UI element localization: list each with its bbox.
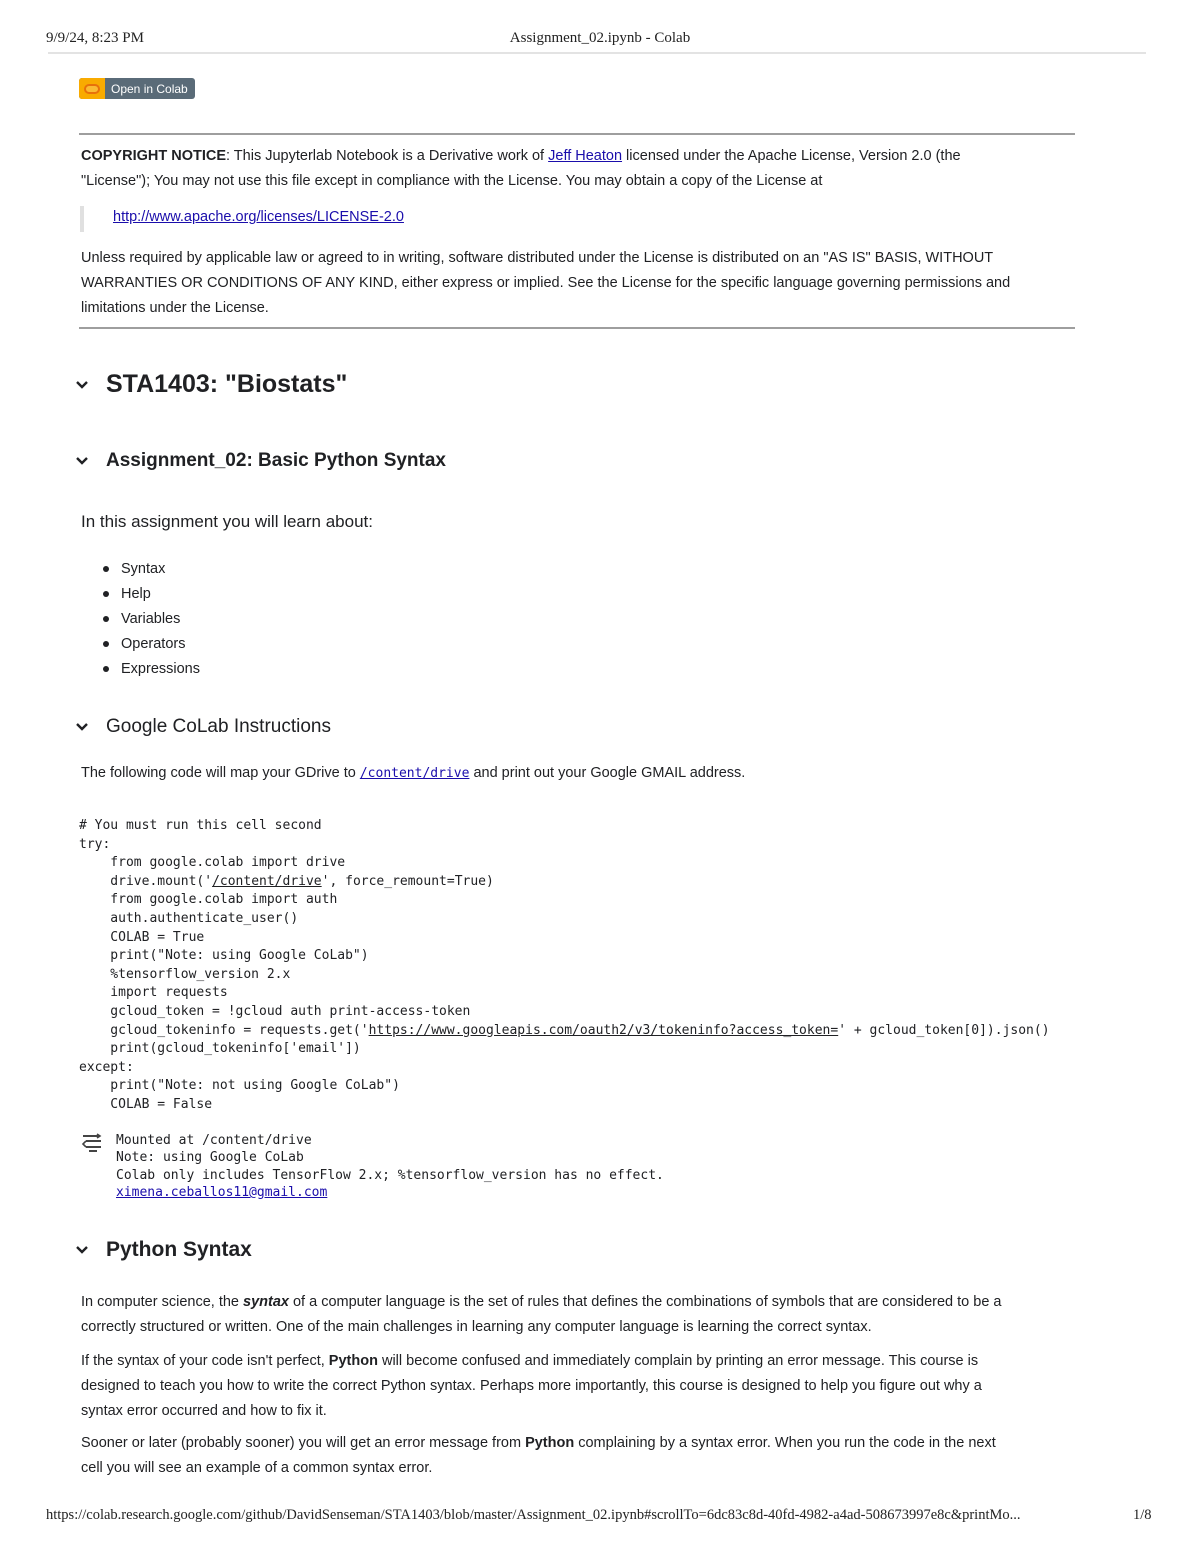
- copyright-top-divider: [79, 133, 1075, 135]
- intro-text: In this assignment you will learn about:: [81, 512, 373, 531]
- syntax-paragraph-2: If the syntax of your code isn't perfect, Python will become confused and immediately complain by printing an error message. This course is designed to teach you how to write the correct Python syntax. Perhaps more importantly, this course is designed to help you figure out why a syntax error occurred and how to fix it.: [81, 1353, 982, 1419]
- python-syntax-title: Python Syntax: [106, 1238, 252, 1261]
- list-item: Help: [100, 582, 200, 607]
- bullet-icon: [103, 591, 109, 597]
- bullet-icon: [103, 616, 109, 622]
- list-item: Syntax: [100, 557, 200, 582]
- open-in-colab-label: Open in Colab: [111, 81, 188, 96]
- bullet-icon: [103, 641, 109, 647]
- course-heading[interactable]: [76, 370, 347, 399]
- header-divider: [48, 52, 1146, 54]
- apache-license-link[interactable]: http://www.apache.org/licenses/LICENSE-2.0: [113, 209, 404, 225]
- chevron-down-icon[interactable]: [76, 379, 88, 391]
- list-item: Operators: [100, 631, 200, 656]
- code-cell[interactable]: # You must run this cell second try: from google.colab import drive drive.mount('/content/drive', force_remount=True) from google.colab import auth auth.authenticate_user() COLAB = True print("Note: using Google CoLab") %tensorflow_version 2.x import requests gcloud_token = !gcloud auth print-access-token gcloud_tokeninfo = requests.get('https://www.googleapis.com/oauth2/v3/tokeninfo?access_token=' + gcloud_token[0]).json() print(gcloud_tokeninfo['email']) except: print("Note: not using Google CoLab") COLAB = False: [79, 818, 1050, 1112]
- chevron-down-icon[interactable]: [76, 455, 88, 467]
- copyright-paragraph: COPYRIGHT NOTICE: This Jupyterlab Notebook is a Derivative work of Jeff Heaton licensed under the Apache License, Version 2.0 (the "License"); You may not use this file except in compliance with the License. You may obtain a copy of the License at: [81, 148, 961, 189]
- email-link[interactable]: ximena.ceballos11@gmail.com: [116, 1184, 328, 1200]
- output-toggle-icon[interactable]: [81, 1133, 105, 1153]
- colab-instructions-text: The following code will map your GDrive to /content/drive and print out your Google GMAIL address.: [81, 765, 746, 781]
- page-number: 1/8: [1133, 1507, 1152, 1523]
- drive-path-code: /content/drive: [359, 766, 470, 781]
- colab-instructions-title: Google CoLab Instructions: [106, 716, 331, 737]
- syntax-paragraph-1: In computer science, the syntax of a computer language is the set of rules that defines the combinations of symbols that are considered to be a correctly structured or written. One of the main challenges in learning any computer language is learning the correct syntax.: [81, 1294, 1002, 1335]
- license-disclaimer: Unless required by applicable law or agreed to in writing, software distributed under the License is distributed on an "AS IS" BASIS, WITHOUT WARRANTIES OR CONDITIONS OF ANY KIND, either express or implied. See the License for the specific language governing permissions and limitations under the License.: [81, 250, 1011, 316]
- bullet-icon: [103, 666, 109, 672]
- list-item: Variables: [100, 607, 200, 632]
- syntax-term: syntax: [243, 1294, 289, 1310]
- blockquote-bar: [80, 206, 84, 232]
- print-datetime: 9/9/24, 8:23 PM: [46, 30, 144, 46]
- assignment-heading[interactable]: [76, 450, 446, 472]
- print-footer: [0, 1505, 1200, 1529]
- colab-instructions-heading[interactable]: [76, 716, 331, 738]
- print-url: https://colab.research.google.com/github/DavidSenseman/STA1403/blob/master/Assignment_02.ipynb#scrollTo=6dc83c8d-40fd-4982-a4ad-508673997e8c&printMo...: [46, 1507, 1021, 1523]
- bullet-icon: [103, 566, 109, 572]
- chevron-down-icon[interactable]: [76, 721, 88, 733]
- jeff-heaton-link[interactable]: Jeff Heaton: [548, 148, 623, 164]
- course-title: STA1403: "Biostats": [106, 370, 348, 398]
- python-syntax-heading[interactable]: [76, 1238, 252, 1262]
- list-item: Expressions: [100, 656, 200, 681]
- open-in-colab-badge[interactable]: [79, 78, 195, 99]
- colab-logo-icon: [79, 78, 105, 99]
- syntax-paragraph-3: Sooner or later (probably sooner) you will get an error message from Python complaining by a syntax error. When you run the code in the next cell you will see an example of a common syntax error.: [81, 1435, 996, 1476]
- copyright-label: COPYRIGHT NOTICE: [81, 148, 227, 164]
- cell-output: Mounted at /content/drive Note: using Google CoLab Colab only includes TensorFlow 2.x; %tensorflow_version has no effect. ximena.ceballos11@gmail.com: [116, 1133, 664, 1200]
- print-header: [0, 28, 1200, 52]
- assignment-title: Assignment_02: Basic Python Syntax: [106, 450, 446, 471]
- topic-list: [100, 557, 200, 681]
- copyright-bottom-divider: [79, 327, 1075, 329]
- print-title: Assignment_02.ipynb - Colab: [509, 30, 691, 46]
- chevron-down-icon[interactable]: [76, 1244, 88, 1256]
